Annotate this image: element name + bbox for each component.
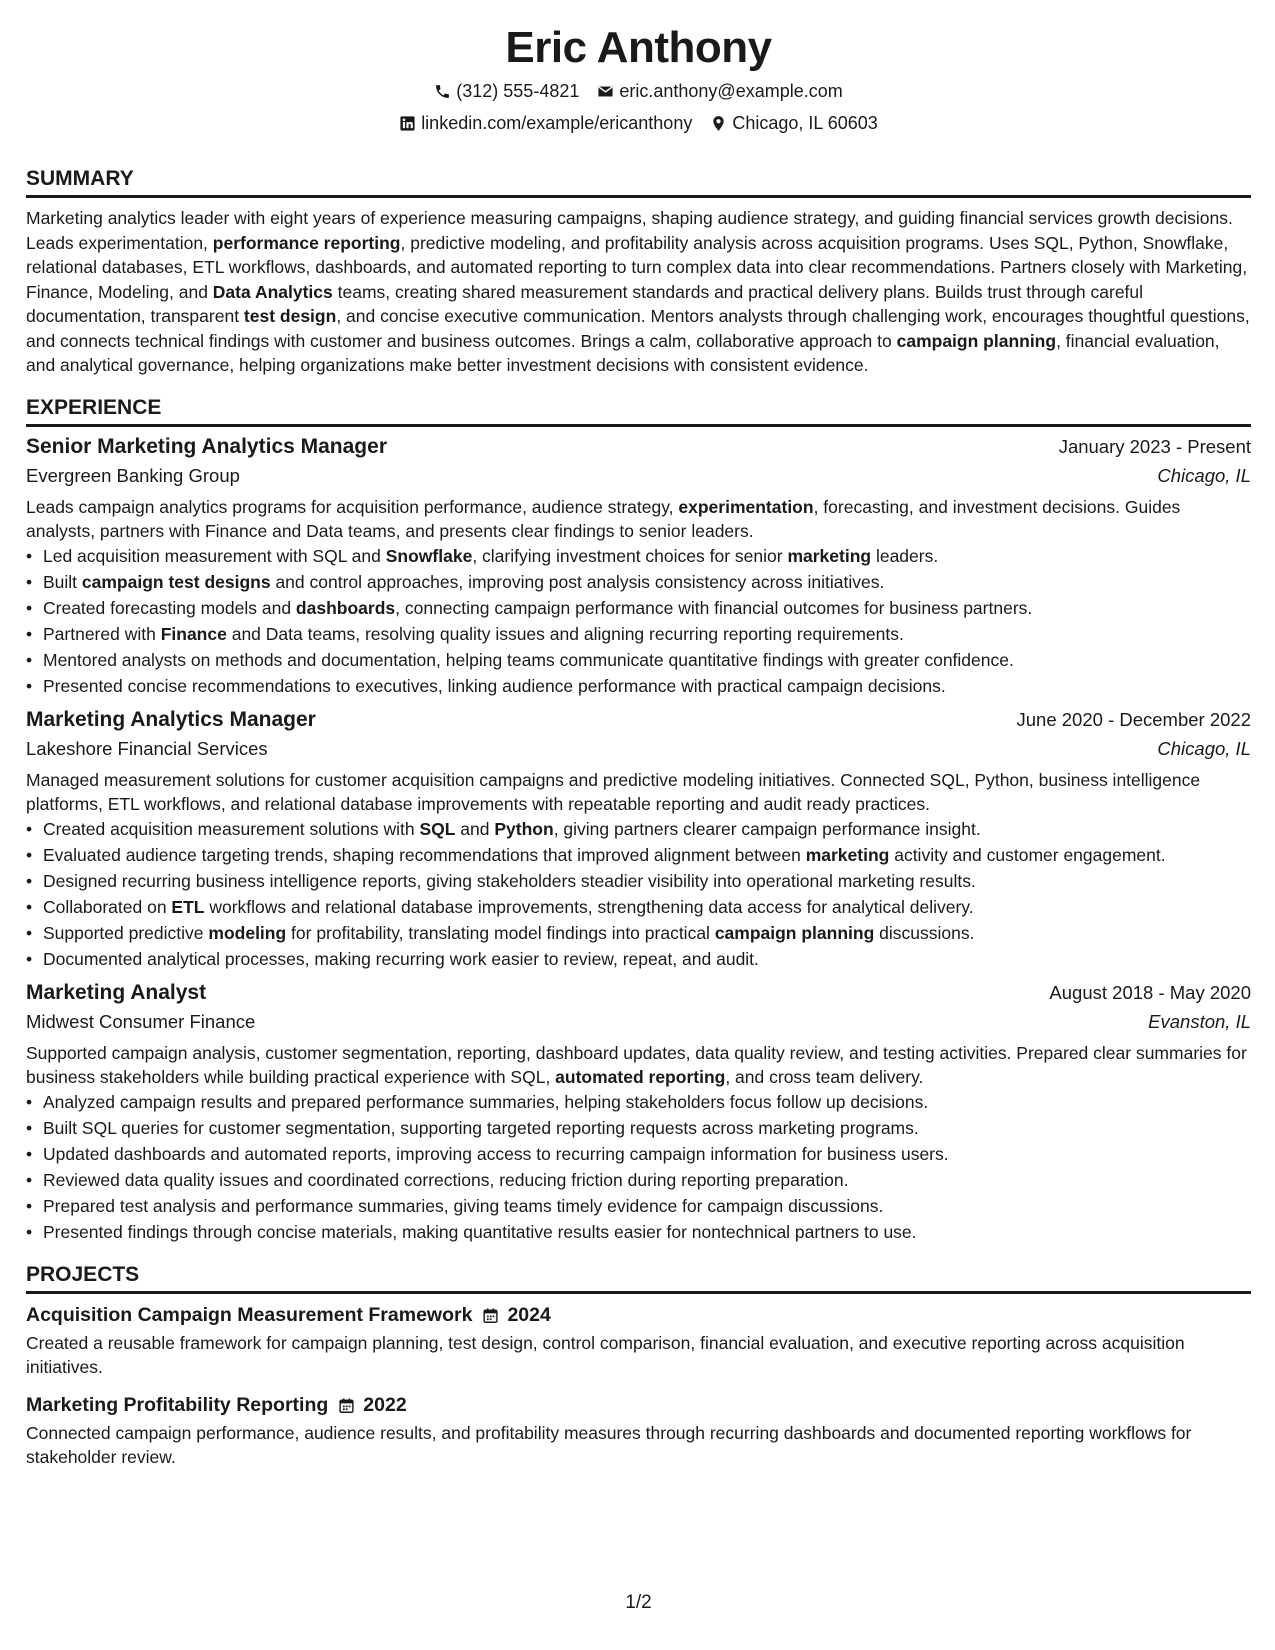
bullet-keyword: campaign test designs bbox=[81, 571, 271, 592]
job-location: Chicago, IL bbox=[1157, 737, 1251, 759]
candidate-name: Eric Anthony bbox=[505, 23, 772, 72]
email-address: eric.anthony@example.com bbox=[619, 81, 843, 101]
email-contact[interactable] bbox=[597, 80, 842, 102]
bullet-text: Updated dashboards and automated reports, improving access to recurring campaign information for business users. bbox=[43, 1143, 949, 1164]
job-summary-segment: Supported campaign analysis, customer segmentation, reporting, dashboard updates, data quality review, and testing activities. Prepared clear summaries for business stakeholders while building practical experience with SQL, bbox=[26, 1042, 1247, 1087]
page-number: 1/2 bbox=[625, 1592, 652, 1613]
job-summary bbox=[26, 1041, 1251, 1090]
bullet-text: , connecting campaign performance with financial outcomes for business partners. bbox=[395, 597, 1033, 618]
experience-section bbox=[26, 395, 1251, 1244]
bullet-text: and control approaches, improving post analysis consistency across initiatives. bbox=[270, 571, 885, 592]
bullet-text: and Data teams, resolving quality issues and aligning recurring reporting requirements. bbox=[226, 623, 904, 644]
job-entry bbox=[26, 981, 1251, 1244]
bullet-keyword: modeling bbox=[208, 922, 287, 943]
bullet-keyword: SQL bbox=[419, 818, 456, 839]
contact-line-2 bbox=[26, 112, 1251, 134]
job-bullet bbox=[43, 895, 1251, 919]
bullet-text: Built SQL queries for customer segmentation, supporting targeted reporting requests across marketing programs. bbox=[43, 1117, 919, 1138]
bullet-text: activity and customer engagement. bbox=[889, 844, 1166, 865]
summary-keyword: performance reporting bbox=[212, 232, 401, 253]
bullet-keyword: marketing bbox=[787, 545, 872, 566]
job-bullet bbox=[43, 1142, 1251, 1166]
bullet-text: Led acquisition measurement with SQL and bbox=[43, 545, 386, 566]
location-contact bbox=[710, 112, 877, 134]
summary-section bbox=[26, 166, 1251, 378]
bullet-text: Mentored analysts on methods and documentation, helping teams communicate quantitative findings with greater confidence. bbox=[43, 649, 1014, 670]
resume-header bbox=[26, 22, 1251, 134]
projects-heading: PROJECTS bbox=[26, 1262, 140, 1286]
linkedin-url: linkedin.com/example/ericanthony bbox=[421, 113, 693, 133]
summary-heading: SUMMARY bbox=[26, 167, 134, 190]
project-entry bbox=[26, 1394, 1251, 1470]
bullet-text: leaders. bbox=[871, 545, 939, 566]
bullet-text: Designed recurring business intelligence reports, giving stakeholders steadier visibility into operational marketing results. bbox=[43, 870, 976, 891]
project-year bbox=[482, 1304, 550, 1327]
bullet-text: , clarifying investment choices for senior bbox=[472, 545, 788, 566]
bullet-keyword: marketing bbox=[805, 844, 890, 865]
calendar-icon bbox=[338, 1397, 355, 1414]
job-location: Evanston, IL bbox=[1148, 1010, 1251, 1032]
phone-number: (312) 555-4821 bbox=[456, 81, 580, 101]
bullet-text: Analyzed campaign results and prepared performance summaries, helping stakeholders focus follow up decisions. bbox=[43, 1091, 929, 1112]
project-year bbox=[338, 1394, 406, 1417]
envelope-icon bbox=[597, 83, 614, 100]
job-dates: August 2018 - May 2020 bbox=[1049, 981, 1251, 1003]
summary-divider bbox=[26, 195, 1251, 198]
job-dates: January 2023 - Present bbox=[1058, 435, 1251, 457]
job-bullet bbox=[43, 674, 1251, 698]
job-bullet bbox=[43, 921, 1251, 945]
project-description: Connected campaign performance, audience results, and profitability measures through recurring dashboards and documented reporting workflows for stakeholder review. bbox=[26, 1422, 1192, 1467]
job-location: Chicago, IL bbox=[1157, 464, 1251, 486]
job-bullets bbox=[26, 817, 1251, 971]
job-header bbox=[26, 435, 1251, 459]
job-title: Marketing Analyst bbox=[26, 980, 207, 1004]
job-bullet bbox=[43, 817, 1251, 841]
bullet-text: Presented findings through concise materials, making quantitative results easier for nontechnical partners to use. bbox=[43, 1221, 917, 1242]
phone-contact[interactable] bbox=[434, 80, 579, 102]
bullet-keyword: Snowflake bbox=[385, 545, 473, 566]
project-title: Marketing Profitability Reporting bbox=[26, 1393, 329, 1416]
summary-segment: , predictive modeling, and profitability analysis across acquisition programs. Uses SQL, Python, Snowflake, relational databases, ETL workflows, dashboards, and automated reporting to turn complex data into clear recommendations. Partners closely with Marketing, Finance, Modeling, and bbox=[26, 232, 1248, 302]
job-bullet bbox=[43, 1090, 1251, 1114]
project-year-text: 2024 bbox=[507, 1303, 551, 1326]
job-summary bbox=[26, 768, 1251, 817]
bullet-text: Reviewed data quality issues and coordinated corrections, reducing friction during reporting preparation. bbox=[43, 1169, 849, 1190]
bullet-keyword: Finance bbox=[160, 623, 227, 644]
summary-segment: , financial evaluation, and analytical governance, helping organizations make better investment decisions with consistent evidence. bbox=[26, 330, 1220, 375]
summary-keyword: test design bbox=[243, 306, 337, 326]
map-pin-icon bbox=[710, 115, 727, 132]
job-header bbox=[26, 708, 1251, 732]
bullet-keyword: campaign planning bbox=[714, 922, 875, 943]
job-subheader bbox=[26, 738, 1251, 760]
location-text: Chicago, IL 60603 bbox=[732, 113, 878, 133]
job-summary bbox=[26, 495, 1251, 544]
job-bullets bbox=[26, 544, 1251, 698]
job-title: Marketing Analytics Manager bbox=[26, 707, 316, 731]
phone-icon bbox=[434, 83, 451, 100]
bullet-text: , giving partners clearer campaign performance insight. bbox=[553, 818, 981, 839]
job-bullet bbox=[43, 947, 1251, 971]
job-subheader bbox=[26, 1011, 1251, 1033]
job-bullet bbox=[43, 544, 1251, 568]
bullet-text: workflows and relational database improvements, strengthening data access for analytical delivery. bbox=[204, 896, 974, 917]
bullet-text: Created acquisition measurement solutions with bbox=[43, 818, 420, 839]
bullet-text: Built bbox=[43, 571, 82, 592]
job-bullet bbox=[43, 869, 1251, 893]
experience-divider bbox=[26, 424, 1251, 427]
project-entry bbox=[26, 1304, 1251, 1380]
summary-keyword: Data Analytics bbox=[212, 281, 333, 302]
project-header bbox=[26, 1304, 1251, 1327]
job-bullet bbox=[43, 622, 1251, 646]
bullet-text: Presented concise recommendations to executives, linking audience performance with practical campaign decisions. bbox=[43, 675, 946, 696]
calendar-icon bbox=[482, 1307, 499, 1324]
job-summary-segment: Managed measurement solutions for customer acquisition campaigns and predictive modeling initiatives. Connected SQL, Python, business intelligence platforms, ETL workflows, and relational database improvements with repeatable reporting and audit ready practices. bbox=[26, 769, 1201, 814]
job-dates: June 2020 - December 2022 bbox=[1016, 708, 1251, 730]
resume-page bbox=[26, 0, 1251, 1650]
company-name: Evergreen Banking Group bbox=[26, 464, 240, 486]
job-bullet bbox=[43, 1116, 1251, 1140]
project-header bbox=[26, 1394, 1251, 1417]
job-bullet bbox=[43, 843, 1251, 867]
projects-section bbox=[26, 1262, 1251, 1470]
job-summary-keyword: automated reporting bbox=[555, 1067, 726, 1087]
bullet-text: Partnered with bbox=[43, 623, 161, 644]
bullet-text: and bbox=[455, 818, 495, 839]
bullet-text: for profitability, translating model findings into practical bbox=[286, 922, 715, 943]
company-name: Lakeshore Financial Services bbox=[26, 737, 268, 759]
contact-line-1 bbox=[26, 80, 1251, 102]
projects-divider bbox=[26, 1291, 1251, 1294]
job-bullet bbox=[43, 570, 1251, 594]
bullet-text: Evaluated audience targeting trends, shaping recommendations that improved alignment between bbox=[43, 844, 806, 865]
job-bullet bbox=[43, 648, 1251, 672]
job-entry bbox=[26, 708, 1251, 971]
job-summary-keyword: experimentation bbox=[678, 496, 814, 517]
bullet-text: Prepared test analysis and performance summaries, giving teams timely evidence for campaign discussions. bbox=[43, 1195, 884, 1216]
bullet-keyword: dashboards bbox=[295, 597, 396, 618]
bullet-text: Documented analytical processes, making recurring work easier to review, repeat, and audit. bbox=[43, 948, 759, 969]
linkedin-contact[interactable] bbox=[399, 112, 692, 134]
linkedin-icon bbox=[399, 115, 416, 132]
job-summary-segment: Leads campaign analytics programs for acquisition performance, audience strategy, bbox=[26, 496, 679, 517]
bullet-keyword: Python bbox=[494, 818, 554, 839]
job-title: Senior Marketing Analytics Manager bbox=[26, 434, 387, 458]
experience-heading: EXPERIENCE bbox=[26, 395, 162, 419]
summary-text bbox=[26, 206, 1251, 378]
job-bullet bbox=[43, 596, 1251, 620]
project-description: Created a reusable framework for campaign planning, test design, control comparison, financial evaluation, and executive reporting across acquisition initiatives. bbox=[26, 1332, 1185, 1377]
bullet-text: Collaborated on bbox=[43, 896, 172, 917]
job-bullet bbox=[43, 1194, 1251, 1218]
job-summary-segment: , forecasting, and investment decisions. Guides analysts, partners with Finance and Data teams, and presents clear findings to senior leaders. bbox=[26, 496, 1181, 541]
company-name: Midwest Consumer Finance bbox=[26, 1010, 256, 1032]
bullet-keyword: ETL bbox=[171, 896, 205, 917]
summary-segment: Marketing analytics leader with eight years of experience measuring campaigns, shaping audience strategy, and guiding financial services growth decisions. Leads experimentation, bbox=[26, 208, 1233, 253]
summary-segment: teams, creating shared measurement standards and practical delivery plans. Builds trust through careful documentation, transparent bbox=[26, 281, 1144, 326]
project-title: Acquisition Campaign Measurement Framework bbox=[26, 1303, 473, 1326]
bullet-text: Supported predictive bbox=[43, 922, 209, 943]
job-subheader bbox=[26, 465, 1251, 487]
summary-segment: , and concise executive communication. Mentors analysts through challenging work, encourages thoughtful questions, and connects technical findings with customer and business outcomes. Brings a calm, collaborative approach to bbox=[26, 306, 1250, 351]
summary-keyword: campaign planning bbox=[896, 330, 1057, 351]
job-bullet bbox=[43, 1220, 1251, 1244]
job-header bbox=[26, 981, 1251, 1005]
job-summary-segment: , and cross team delivery. bbox=[725, 1067, 924, 1087]
project-year-text: 2022 bbox=[363, 1393, 407, 1416]
bullet-text: discussions. bbox=[874, 922, 975, 943]
bullet-text: Created forecasting models and bbox=[43, 597, 296, 618]
job-bullet bbox=[43, 1168, 1251, 1192]
job-bullets bbox=[26, 1090, 1251, 1244]
job-entry bbox=[26, 435, 1251, 698]
